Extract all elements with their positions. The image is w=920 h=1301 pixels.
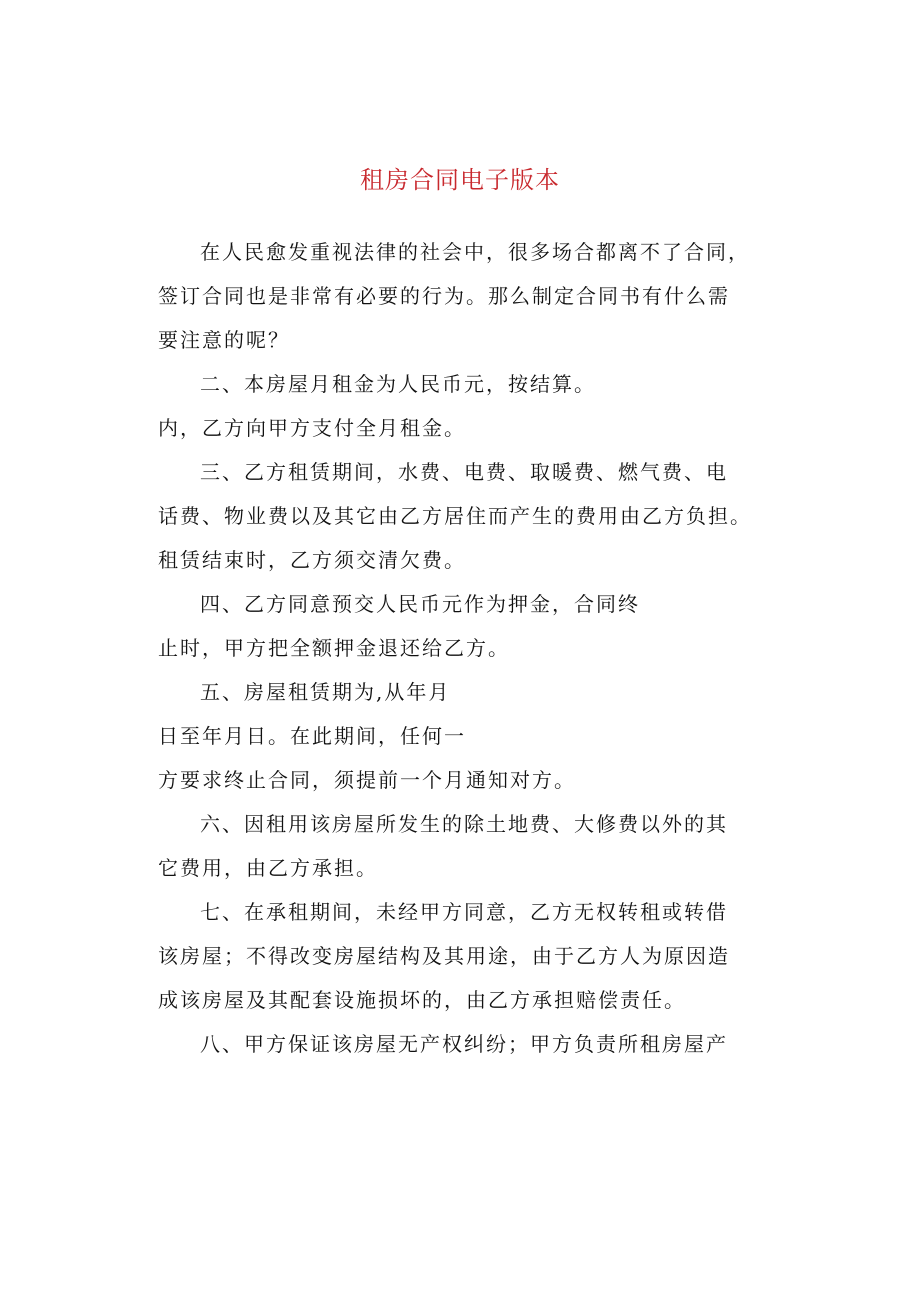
text-line: 六、因租用该房屋所发生的除土地费、大修费以外的其 — [200, 812, 728, 836]
text-line: 方要求终止合同，须提前一个月通知对方。 — [158, 768, 576, 792]
text-line: 五、房屋租赁期为,从年月 — [200, 680, 451, 704]
document-body — [158, 230, 778, 1066]
text-line: 二、本房屋月租金为人民币元，按结算。 — [200, 372, 596, 396]
text-line: 签订合同也是非常有必要的行为。那么制定合同书有什么需 — [158, 284, 730, 308]
text-line: 止时，甲方把全额押金退还给乙方。 — [158, 636, 510, 660]
document-title: 租房合同电子版本 — [360, 166, 560, 194]
text-line: 三、乙方租赁期间，水费、电费、取暖费、燃气费、电 — [200, 460, 728, 484]
text-line: 在人民愈发重视法律的社会中，很多场合都离不了合同， — [200, 240, 750, 264]
text-line: 四、乙方同意预交人民币元作为押金，合同终 — [200, 592, 640, 616]
text-line: 日至年月日。在此期间，任何一 — [158, 724, 466, 748]
text-line: 租赁结束时，乙方须交清欠费。 — [158, 548, 466, 572]
text-line: 话费、物业费以及其它由乙方居住而产生的费用由乙方负担。 — [158, 504, 752, 528]
text-line: 八、甲方保证该房屋无产权纠纷；甲方负责所租房屋产 — [200, 1032, 728, 1056]
text-line: 要注意的呢？ — [158, 328, 290, 352]
text-line: 它费用，由乙方承担。 — [158, 856, 378, 880]
text-line: 该房屋；不得改变房屋结构及其用途，由于乙方人为原因造 — [158, 944, 730, 968]
text-line: 内，乙方向甲方支付全月租金。 — [158, 416, 466, 440]
text-line: 七、在承租期间，未经甲方同意，乙方无权转租或转借 — [200, 900, 728, 924]
text-line: 成该房屋及其配套设施损坏的，由乙方承担赔偿责任。 — [158, 988, 686, 1012]
